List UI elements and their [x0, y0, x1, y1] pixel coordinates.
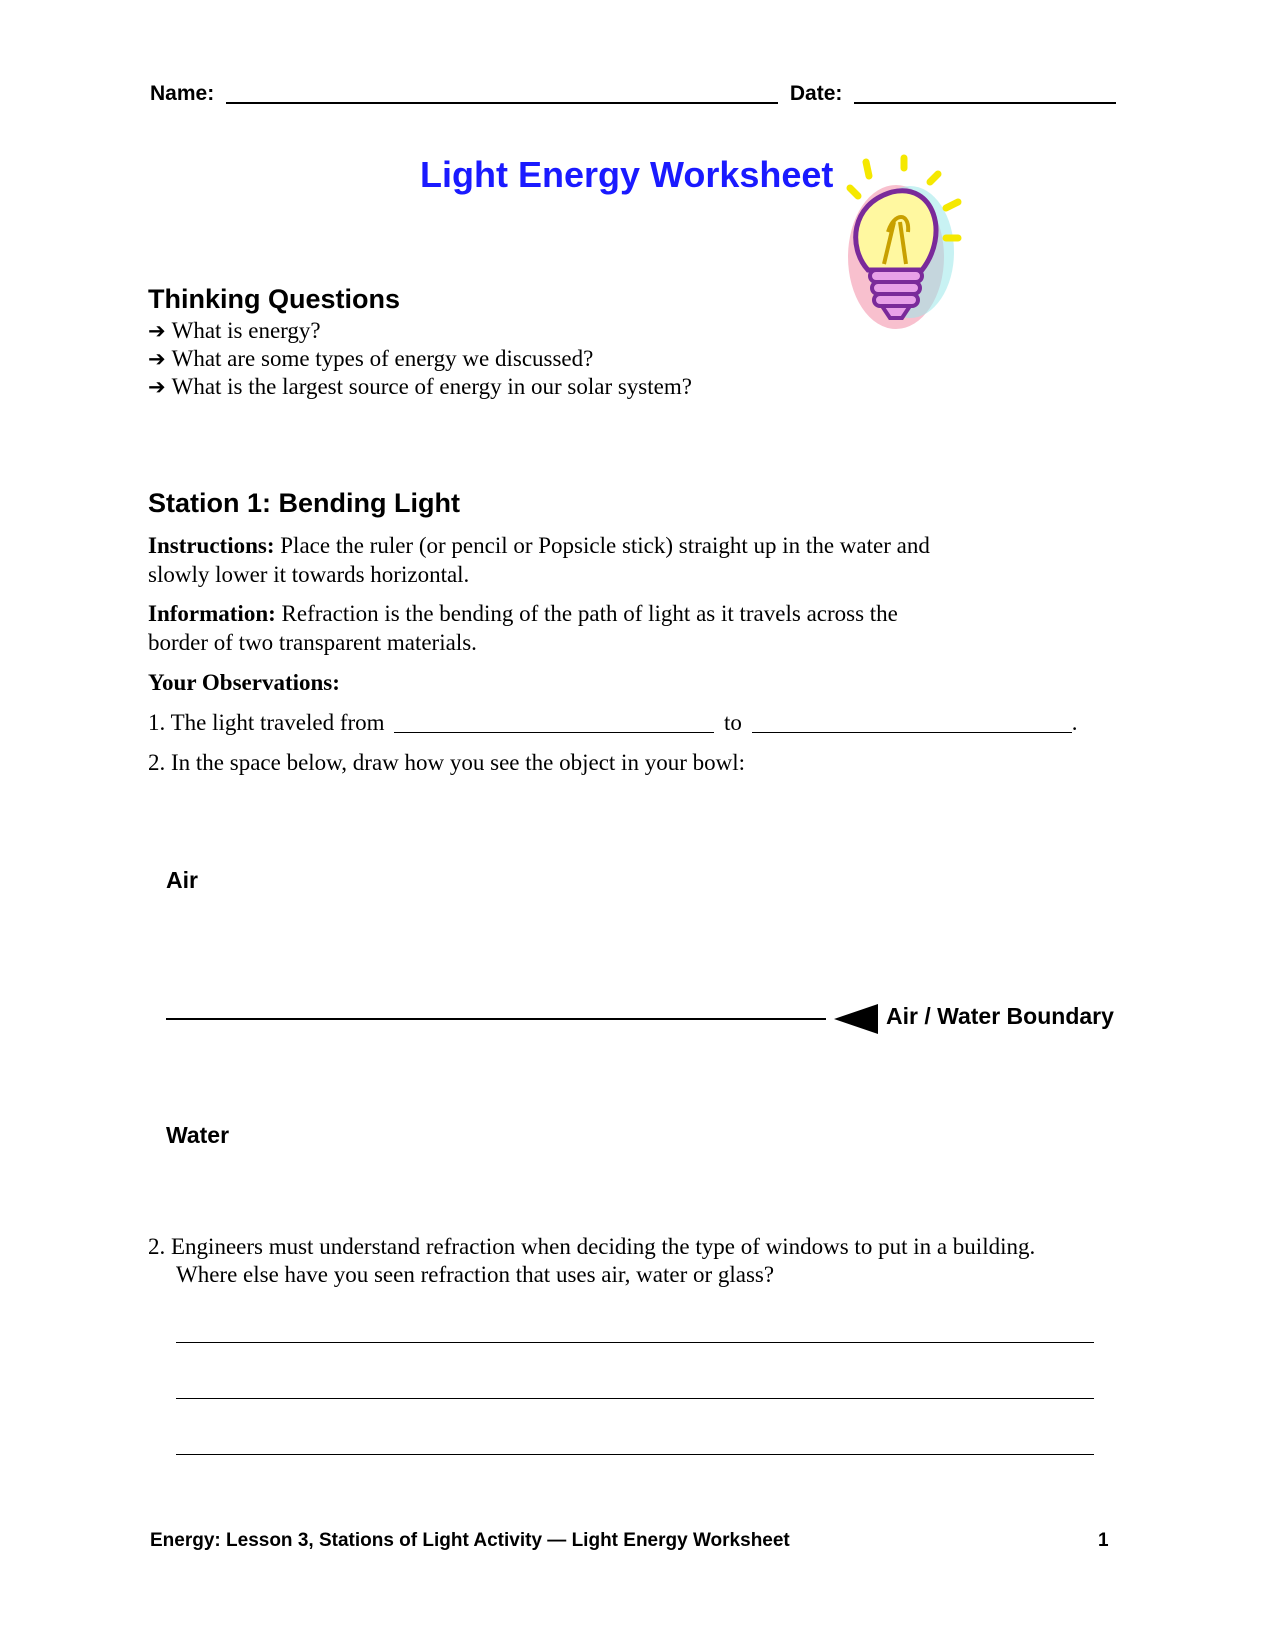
page-number: 1	[1098, 1530, 1109, 1551]
instructions-paragraph	[148, 531, 948, 589]
information-label: Information:	[148, 601, 276, 626]
question-2-line2: Where else have you seen refraction that uses air, water or glass?	[176, 1262, 775, 1287]
station1-heading: Station 1: Bending Light	[148, 488, 460, 518]
arrow-right-icon: ➔	[148, 319, 166, 343]
name-label: Name:	[150, 82, 215, 105]
arrow-right-icon: ➔	[148, 375, 166, 399]
name-field[interactable]	[226, 80, 778, 104]
date-field[interactable]	[854, 80, 1116, 104]
question-text: What are some types of energy we discussed?	[171, 346, 594, 371]
page-title: Light Energy Worksheet	[420, 154, 834, 195]
air-label: Air	[166, 867, 198, 893]
light-bulb-icon	[838, 152, 966, 342]
obs1-to-field[interactable]	[752, 712, 1072, 733]
thinking-question	[148, 318, 321, 344]
obs1-prefix: 1. The light traveled from	[148, 710, 385, 735]
answer-line[interactable]	[176, 1342, 1094, 1347]
thinking-question	[148, 346, 593, 372]
obs1-from-field[interactable]	[394, 712, 714, 733]
instructions-label: Instructions:	[148, 533, 275, 558]
information-paragraph	[148, 599, 928, 657]
triangle-left-icon	[834, 1004, 878, 1034]
obs1-middle: to	[724, 710, 742, 735]
question-text: What is the largest source of energy in our solar system?	[171, 374, 692, 399]
water-label: Water	[166, 1122, 230, 1148]
question-text: What is energy?	[171, 318, 321, 343]
instructions-text: Place the ruler (or pencil or Popsicle stick) straight up in the water and slowly lower it towards horizontal.	[148, 533, 930, 587]
date-label: Date:	[789, 82, 843, 105]
thinking-questions-heading: Thinking Questions	[148, 284, 401, 314]
arrow-right-icon: ➔	[148, 347, 166, 371]
observation-1	[148, 708, 1077, 737]
information-text: Refraction is the bending of the path of light as it travels across the border of two transparent materials.	[148, 601, 898, 655]
boundary-label: Air / Water Boundary	[886, 1003, 1114, 1029]
header-line	[150, 80, 1116, 106]
answer-line[interactable]	[176, 1454, 1094, 1459]
air-water-boundary-line	[166, 1018, 826, 1020]
observation-2: 2. In the space below, draw how you see the object in your bowl:	[148, 750, 745, 775]
bulb-glass	[856, 191, 936, 270]
observations-label-text: Your Observations:	[148, 670, 340, 695]
question-2-line1: 2. Engineers must understand refraction when deciding the type of windows to put in a building.	[148, 1234, 1036, 1259]
obs1-suffix: .	[1071, 710, 1078, 735]
thinking-question	[148, 374, 692, 400]
answer-line[interactable]	[176, 1398, 1094, 1403]
observations-label	[148, 668, 340, 697]
footer-text: Energy: Lesson 3, Stations of Light Activity — Light Energy Worksheet	[150, 1530, 790, 1551]
